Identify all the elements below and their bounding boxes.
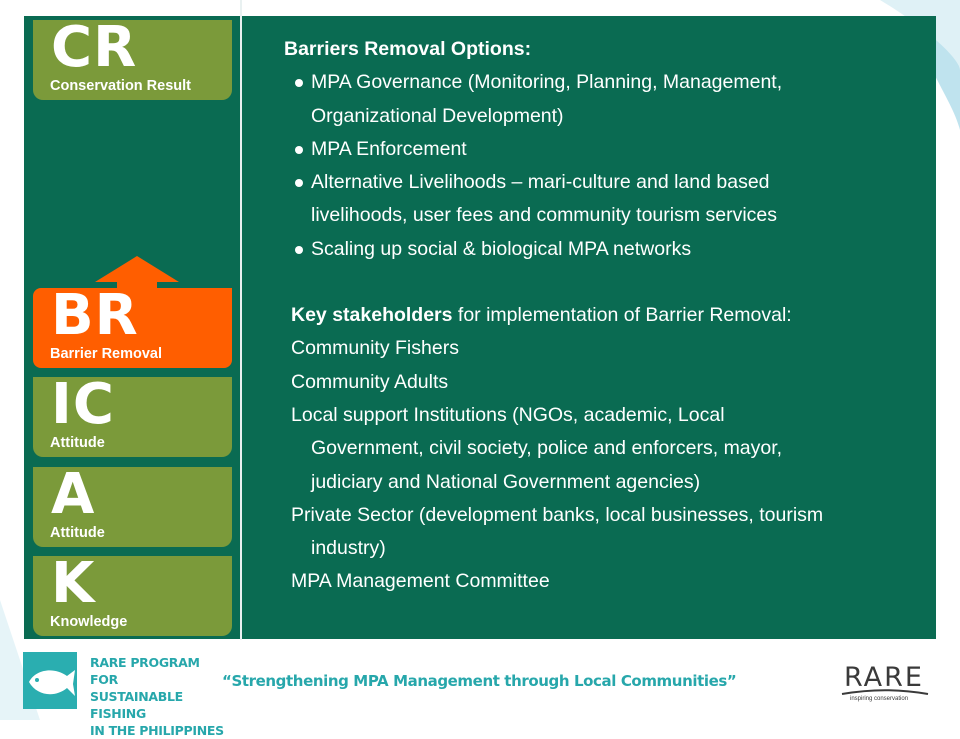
bullet-line: livelihoods, user fees and community tourism services xyxy=(311,204,778,227)
program-name-line: SUSTAINABLE FISHING xyxy=(90,689,183,721)
program-name-line: IN THE PHILIPPINES xyxy=(90,723,224,738)
bullet-item xyxy=(284,133,904,166)
stakeholder-cont: industry) xyxy=(311,537,386,560)
stakeholder-item xyxy=(284,565,904,598)
card-br xyxy=(33,283,232,368)
stakeholders-heading xyxy=(284,299,904,332)
bullet-icon xyxy=(295,79,303,87)
spacer xyxy=(284,266,904,299)
program-name-line: RARE PROGRAM FOR xyxy=(90,655,200,687)
stakeholder-line: Community Adults xyxy=(291,370,449,393)
card-cr xyxy=(33,15,232,100)
card-cr-label: Conservation Result xyxy=(50,78,191,94)
bullet-line: MPA Enforcement xyxy=(311,137,467,160)
card-k xyxy=(33,551,232,636)
card-ic-label: Attitude xyxy=(50,435,105,451)
bullet-line: Scaling up social & biological MPA networks xyxy=(311,237,692,260)
stakeholders-bold: Key stakeholders xyxy=(291,304,453,327)
program-name xyxy=(90,654,230,739)
fish-logo-icon xyxy=(23,652,77,709)
bullet-item xyxy=(284,233,904,266)
rare-logo-sub: inspiring conservation xyxy=(850,696,909,702)
bullet-icon xyxy=(295,146,303,154)
stakeholder-line: Private Sector (development banks, local businesses, tourism xyxy=(291,503,824,526)
content-text xyxy=(284,33,904,599)
bullet-icon xyxy=(295,246,303,254)
card-br-label: Barrier Removal xyxy=(50,346,163,362)
bullet-line: Alternative Livelihoods – mari-culture and land based xyxy=(311,171,770,194)
stakeholder-item xyxy=(284,499,904,566)
card-cr-code: CR xyxy=(51,15,138,80)
card-a-code: A xyxy=(51,462,96,527)
stakeholder-line: Local support Institutions (NGOs, academic, Local xyxy=(291,403,725,426)
card-br-code: BR xyxy=(51,283,139,348)
stakeholder-item xyxy=(284,399,904,499)
tagline: “Strengthening MPA Management through Local Communities” xyxy=(222,672,737,690)
card-a xyxy=(33,462,232,547)
options-heading: Barriers Removal Options: xyxy=(284,38,532,60)
bullet-item xyxy=(284,166,904,233)
card-ic xyxy=(33,372,232,457)
rare-logo-word: RARE xyxy=(844,662,924,693)
card-k-code: K xyxy=(51,551,96,616)
stakeholder-cont: judiciary and National Government agencies) xyxy=(311,470,701,493)
stakeholder-cont: Government, civil society, police and enforcers, mayor, xyxy=(311,437,783,460)
stakeholder-item xyxy=(284,366,904,399)
bullet-line: MPA Governance (Monitoring, Planning, Management, xyxy=(311,71,783,94)
stakeholder-line: MPA Management Committee xyxy=(291,570,550,593)
card-k-label: Knowledge xyxy=(50,614,128,630)
bullet-icon xyxy=(295,179,303,187)
card-ic-code: IC xyxy=(51,372,115,437)
bullet-item xyxy=(284,66,904,133)
rare-logo xyxy=(840,660,930,706)
bullet-line: Organizational Development) xyxy=(311,104,564,127)
stakeholders-rest: for implementation of Barrier Removal: xyxy=(452,304,792,327)
stakeholder-line: Community Fishers xyxy=(291,337,459,360)
stakeholder-item xyxy=(284,332,904,365)
card-a-label: Attitude xyxy=(50,525,105,541)
